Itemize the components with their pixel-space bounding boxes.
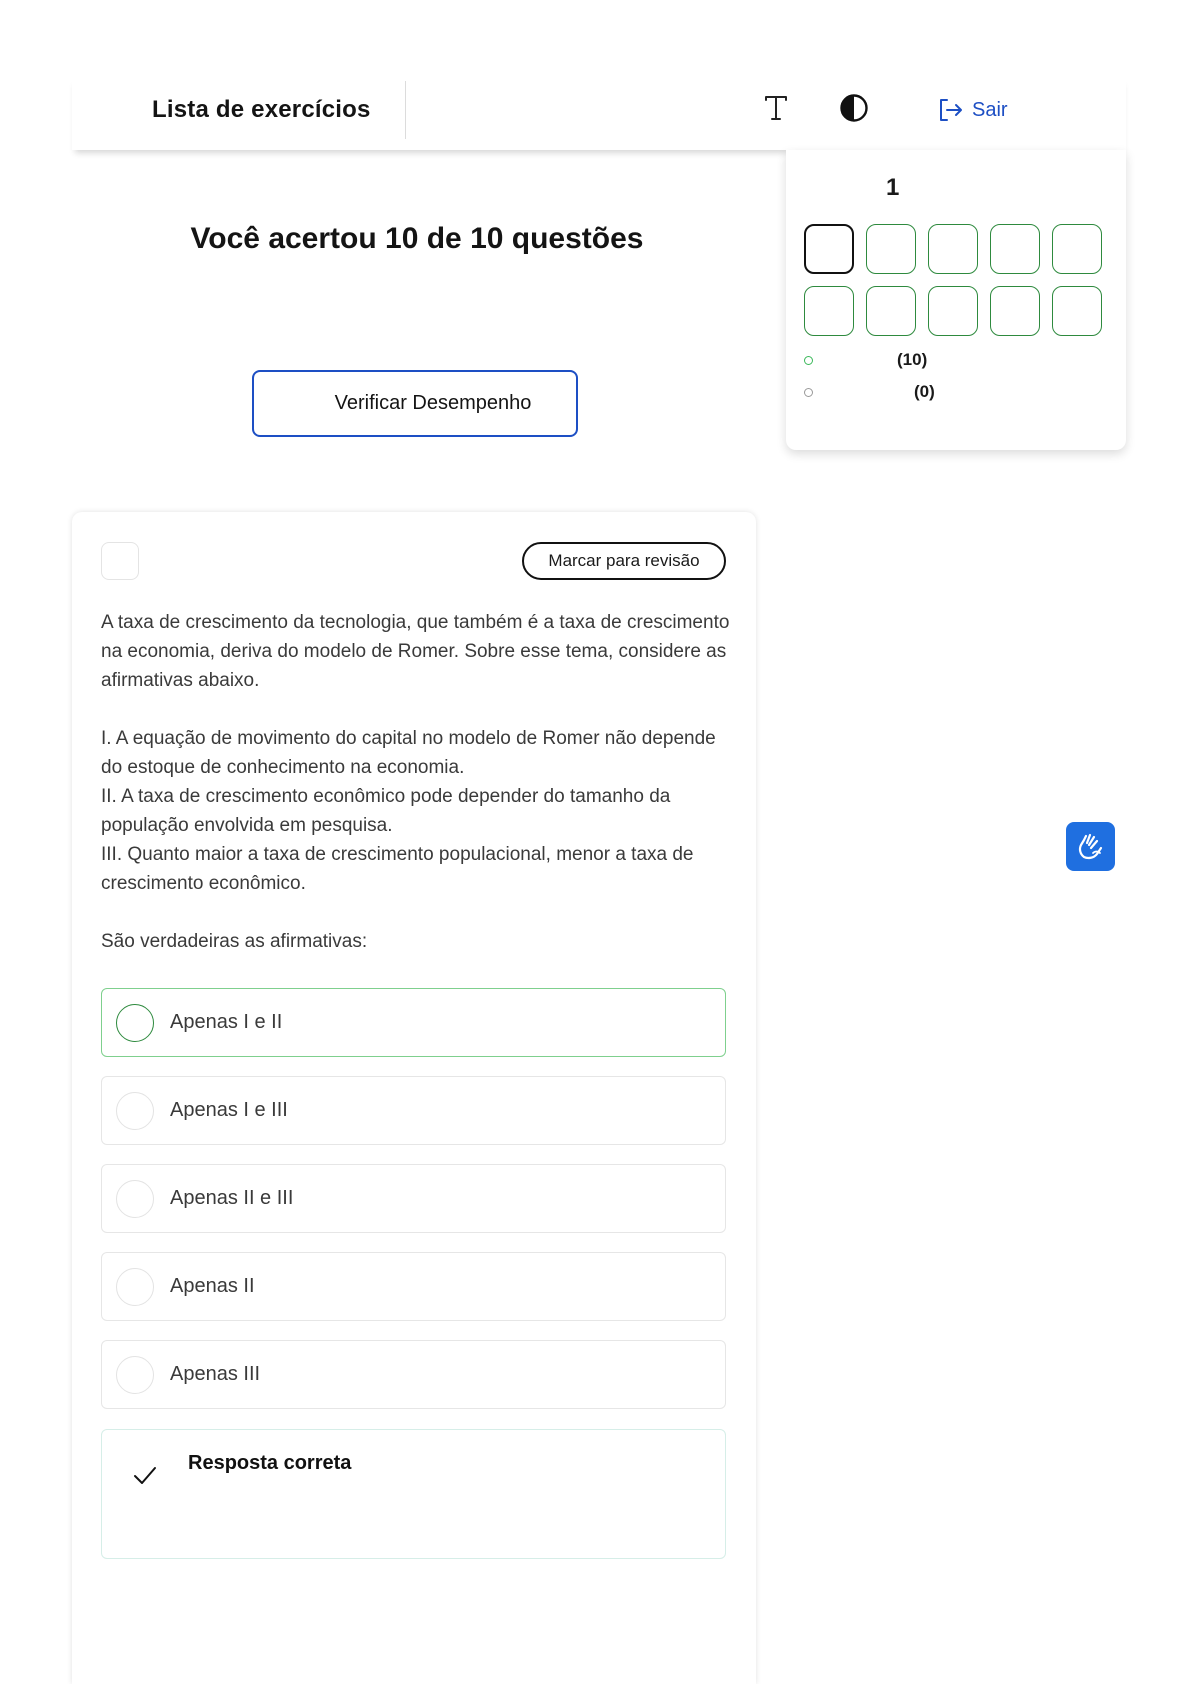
option-label: Apenas II: [170, 1275, 255, 1297]
question-cell-8[interactable]: [928, 286, 978, 336]
score-title: Você acertou 10 de 10 questões: [190, 222, 644, 255]
option-radio[interactable]: [116, 1356, 154, 1394]
option-label: Apenas II e III: [170, 1187, 294, 1209]
logout-label: Sair: [972, 98, 1008, 121]
option-label: Apenas I e II: [170, 1011, 283, 1033]
top-header: [72, 76, 1126, 150]
text-size-icon: [763, 94, 789, 122]
option-5[interactable]: [101, 1340, 726, 1409]
question-cell-10[interactable]: [1052, 286, 1102, 336]
option-label: Apenas III: [170, 1363, 261, 1385]
question-grid: [804, 224, 1102, 336]
question-cell-9[interactable]: [990, 286, 1040, 336]
statement-1: I. A equação de movimento do capital no modelo de Romer não depende do estoque de conhecimento na economia.: [101, 728, 716, 778]
wrong-dot-icon: [804, 388, 813, 397]
question-prompt: São verdadeiras as afirmativas:: [101, 931, 368, 952]
verify-performance-button[interactable]: Verificar Desempenho: [252, 370, 578, 437]
contrast-icon: [839, 93, 869, 123]
option-label: Apenas I e III: [170, 1099, 288, 1121]
answer-feedback: [101, 1429, 726, 1559]
statement-3: III. Quanto maior a taxa de crescimento populacional, menor a taxa de crescimento econômico.: [101, 844, 694, 894]
option-3[interactable]: [101, 1164, 726, 1233]
question-cell-6[interactable]: [804, 286, 854, 336]
logout-icon: [938, 98, 964, 122]
question-cell-7[interactable]: [866, 286, 916, 336]
statement-2: II. A taxa de crescimento econômico pode depender do tamanho da população envolvida em pesquisa.: [101, 786, 671, 836]
question-cell-2[interactable]: [866, 224, 916, 274]
sign-language-icon: [1075, 831, 1107, 863]
option-1[interactable]: [101, 988, 726, 1057]
option-radio[interactable]: [116, 1268, 154, 1306]
font-size-button[interactable]: [758, 90, 794, 126]
legend-wrong: [804, 382, 935, 402]
option-radio[interactable]: [116, 1004, 154, 1042]
option-4[interactable]: [101, 1252, 726, 1321]
contrast-button[interactable]: [836, 90, 872, 126]
question-intro: A taxa de crescimento da tecnologia, que também é a taxa de crescimento na economia, deriva do modelo de Romer. Sobre esse tema, considere as afirmativas abaixo.: [101, 612, 730, 691]
question-cell-5[interactable]: [1052, 224, 1102, 274]
answer-title: Resposta correta: [188, 1452, 352, 1474]
sign-language-button[interactable]: [1066, 822, 1115, 871]
legend-correct-count: (10): [897, 350, 928, 369]
option-radio[interactable]: [116, 1180, 154, 1218]
question-card: [72, 512, 756, 1684]
question-text: [101, 608, 733, 956]
mark-for-review-button[interactable]: Marcar para revisão: [522, 542, 726, 580]
current-question-number: 1: [886, 174, 900, 201]
legend-wrong-count: (0): [914, 382, 935, 401]
option-2[interactable]: [101, 1076, 726, 1145]
option-radio[interactable]: [116, 1092, 154, 1130]
question-cell-4[interactable]: [990, 224, 1040, 274]
correct-dot-icon: [804, 356, 813, 365]
question-cell-3[interactable]: [928, 224, 978, 274]
check-icon: [132, 1462, 158, 1488]
page-title: Lista de exercícios: [152, 96, 371, 123]
question-cell-1[interactable]: [804, 224, 854, 274]
legend-correct: [804, 350, 927, 370]
header-divider: [405, 81, 406, 139]
question-checkbox[interactable]: [101, 542, 139, 580]
question-navigator: [786, 150, 1126, 450]
logout-button[interactable]: [938, 94, 1008, 126]
